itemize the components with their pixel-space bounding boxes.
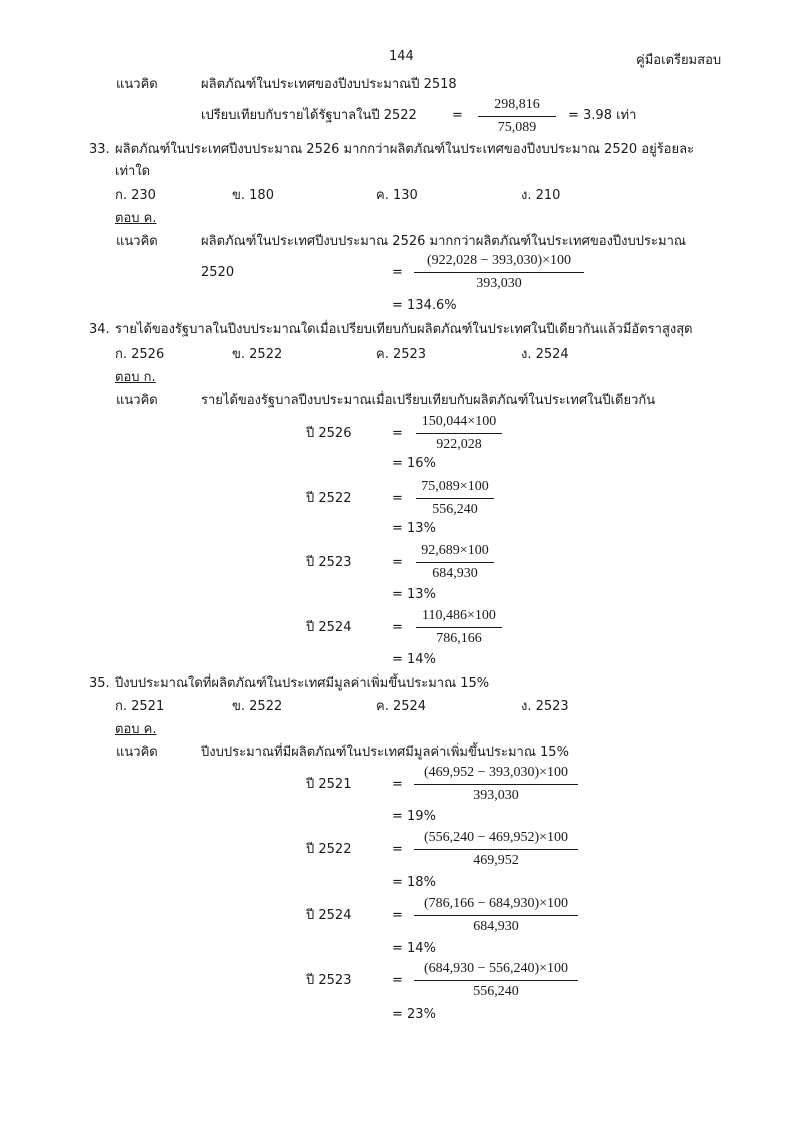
solution-label: แนวคิด [116,234,158,249]
choice-b: ข. 180 [232,188,274,203]
solution-text: ผลิตภัณฑ์ในประเทศปีงบประมาณ 2526 มากกว่าผลิตภัณฑ์ในประเทศของปีงบประมาณ [201,234,686,249]
solution-label: แนวคิด [116,745,158,760]
equals-sign: = [392,973,403,988]
calc-year: ปี 2523 [306,555,352,570]
choice-b: ข. 2522 [232,347,283,362]
page-number: 144 [389,49,414,64]
solution-text: ผลิตภัณฑ์ในประเทศของปีงบประมาณปี 2518 [201,77,457,92]
choice-a: ก. 230 [115,188,156,203]
equals-sign: = [392,908,403,923]
fraction [414,252,584,293]
question-text: ผลิตภัณฑ์ในประเทศปีงบประมาณ 2526 มากกว่าผลิตภัณฑ์ในประเทศของปีงบประมาณ 2520 อยู่ร้อยละ [115,142,695,157]
numerator: 150,044×100 [416,413,502,434]
choice-d: ง. 2524 [521,347,569,362]
equals-sign: = [392,426,403,441]
choice-c: ค. 130 [376,188,418,203]
calc-year: ปี 2526 [306,426,352,441]
equals-sign: = [392,620,403,635]
equals-sign: = [392,491,403,506]
calc-year: ปี 2524 [306,620,352,635]
choice-a: ก. 2521 [115,699,165,714]
question-text: รายได้ของรัฐบาลในปีงบประมาณใดเมื่อเปรียบเทียบกับผลิตภัณฑ์ในประเทศในปีเดียวกันแล้วมีอัตราสูงสุด [115,322,693,337]
calc-year: ปี 2521 [306,777,352,792]
result: = 14% [392,941,436,956]
choice-c: ค. 2523 [376,347,427,362]
question-number: 34. [89,322,110,337]
result: = 19% [392,809,436,824]
calc-year: ปี 2524 [306,908,352,923]
solution-text: เปรียบเทียบกับรายได้รัฐบาลในปี 2522 [201,108,417,123]
numerator: (469,952 − 393,030)×100 [414,764,578,785]
denominator: 469,952 [473,853,519,868]
choice-b: ข. 2522 [232,699,283,714]
numerator: (786,166 − 684,930)×100 [414,895,578,916]
fraction [478,96,556,137]
equals-sign: = [392,555,403,570]
answer-label: ตอบ ค. [115,211,157,226]
solution-label: แนวคิด [116,77,158,92]
equals-sign: = [392,777,403,792]
choice-a: ก. 2526 [115,347,165,362]
result: = 13% [392,521,436,536]
numerator: (556,240 − 469,952)×100 [414,829,578,850]
fraction [416,413,502,454]
numerator: 110,486×100 [416,607,502,628]
equals-sign: = [452,108,463,123]
denominator: 75,089 [497,120,537,135]
result: = 134.6% [392,298,457,313]
question-number: 35. [89,676,110,691]
solution-year: 2520 [201,265,235,280]
choice-c: ค. 2524 [376,699,427,714]
equals-sign: = [392,265,403,280]
question-text: เท่าใด [115,164,151,179]
numerator: (684,930 − 556,240)×100 [414,960,578,981]
denominator: 786,166 [436,631,482,646]
answer-label: ตอบ ก. [115,370,156,385]
denominator: 393,030 [476,276,522,291]
fraction [414,895,578,936]
denominator: 393,030 [473,788,519,803]
question-text: ปีงบประมาณใดที่ผลิตภัณฑ์ในประเทศมีมูลค่าเพิ่มขึ้นประมาณ 15% [115,676,490,691]
fraction [416,478,494,519]
choice-d: ง. 2523 [521,699,569,714]
book-title: คู่มือเตรียมสอบ [636,53,722,68]
fraction [416,607,502,648]
result: = 23% [392,1007,436,1022]
calc-year: ปี 2523 [306,973,352,988]
fraction [416,542,494,583]
denominator: 556,240 [432,502,478,517]
fraction [414,960,578,1001]
fraction [414,829,578,870]
denominator: 922,028 [436,437,482,452]
denominator: 684,930 [432,566,478,581]
choice-d: ง. 210 [521,188,561,203]
numerator: 92,689×100 [416,542,494,563]
solution-text: รายได้ของรัฐบาลปีงบประมาณเมื่อเปรียบเทียบกับผลิตภัณฑ์ในประเทศในปีเดียวกัน [201,393,656,408]
numerator: (922,028 − 393,030)×100 [414,252,584,273]
answer-label: ตอบ ค. [115,722,157,737]
result: = 3.98 เท่า [568,108,637,123]
solution-label: แนวคิด [116,393,158,408]
numerator: 75,089×100 [416,478,494,499]
calc-year: ปี 2522 [306,491,352,506]
question-number: 33. [89,142,110,157]
denominator: 556,240 [473,984,519,999]
result: = 14% [392,652,436,667]
solution-text: ปีงบประมาณที่มีผลิตภัณฑ์ในประเทศมีมูลค่าเพิ่มขึ้นประมาณ 15% [201,745,569,760]
fraction [414,764,578,805]
numerator: 298,816 [478,96,556,117]
equals-sign: = [392,842,403,857]
result: = 18% [392,875,436,890]
calc-year: ปี 2522 [306,842,352,857]
result: = 13% [392,587,436,602]
result: = 16% [392,456,436,471]
denominator: 684,930 [473,919,519,934]
